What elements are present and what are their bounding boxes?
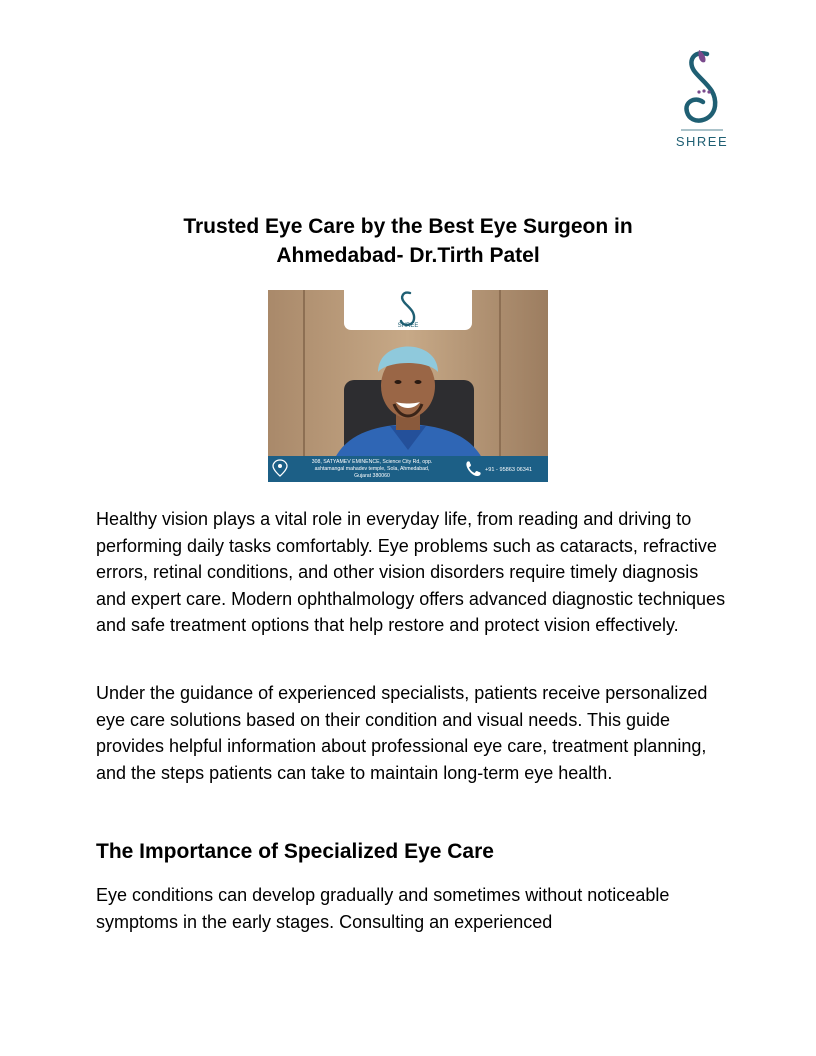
shree-logo xyxy=(672,46,732,158)
title-line-2: Ahmedabad- Dr.Tirth Patel xyxy=(276,244,540,267)
page-title xyxy=(120,212,696,270)
photo-badge-text: SHREE xyxy=(397,323,419,329)
section-heading: The Importance of Specialized Eye Care xyxy=(96,840,494,863)
photo-address-line-1: 308, SATYAMEV EMINENCE, Science City Rd, opp. xyxy=(311,459,433,465)
logo-text: SHREE xyxy=(675,134,729,149)
photo-phone[interactable]: +91 - 95863 06341 xyxy=(485,467,533,473)
section-paragraph: Eye conditions can develop gradually and sometimes without noticeable symptoms in the early stages. Consulting an experienced xyxy=(96,885,670,932)
guidance-paragraph: Under the guidance of experienced specialists, patients receive personalized eye care solutions based on their condition and visual needs. This guide provides helpful information about professional eye care, treatment planning, and the steps patients can take to maintain long-term eye health. xyxy=(96,683,708,783)
photo-address-line-2: ashtamangal mahadev temple, Sola, Ahmedabad, xyxy=(314,466,430,472)
title-line-1: Trusted Eye Care by the Best Eye Surgeon in xyxy=(183,215,633,238)
doctor-photo xyxy=(268,290,548,482)
shree-logo-icon xyxy=(677,46,727,132)
photo-address-line-3: Gujarat 380060 xyxy=(354,473,390,479)
intro-paragraph: Healthy vision plays a vital role in everyday life, from reading and driving to performing daily tasks comfortably. Eye problems such as cataracts, refractive errors, retinal conditions, and other vision disorders require timely diagnosis and expert care. Modern ophthalmology offers advanced diagnostic techniques and safe treatment options that help restore and protect vision effectively. xyxy=(96,509,726,635)
